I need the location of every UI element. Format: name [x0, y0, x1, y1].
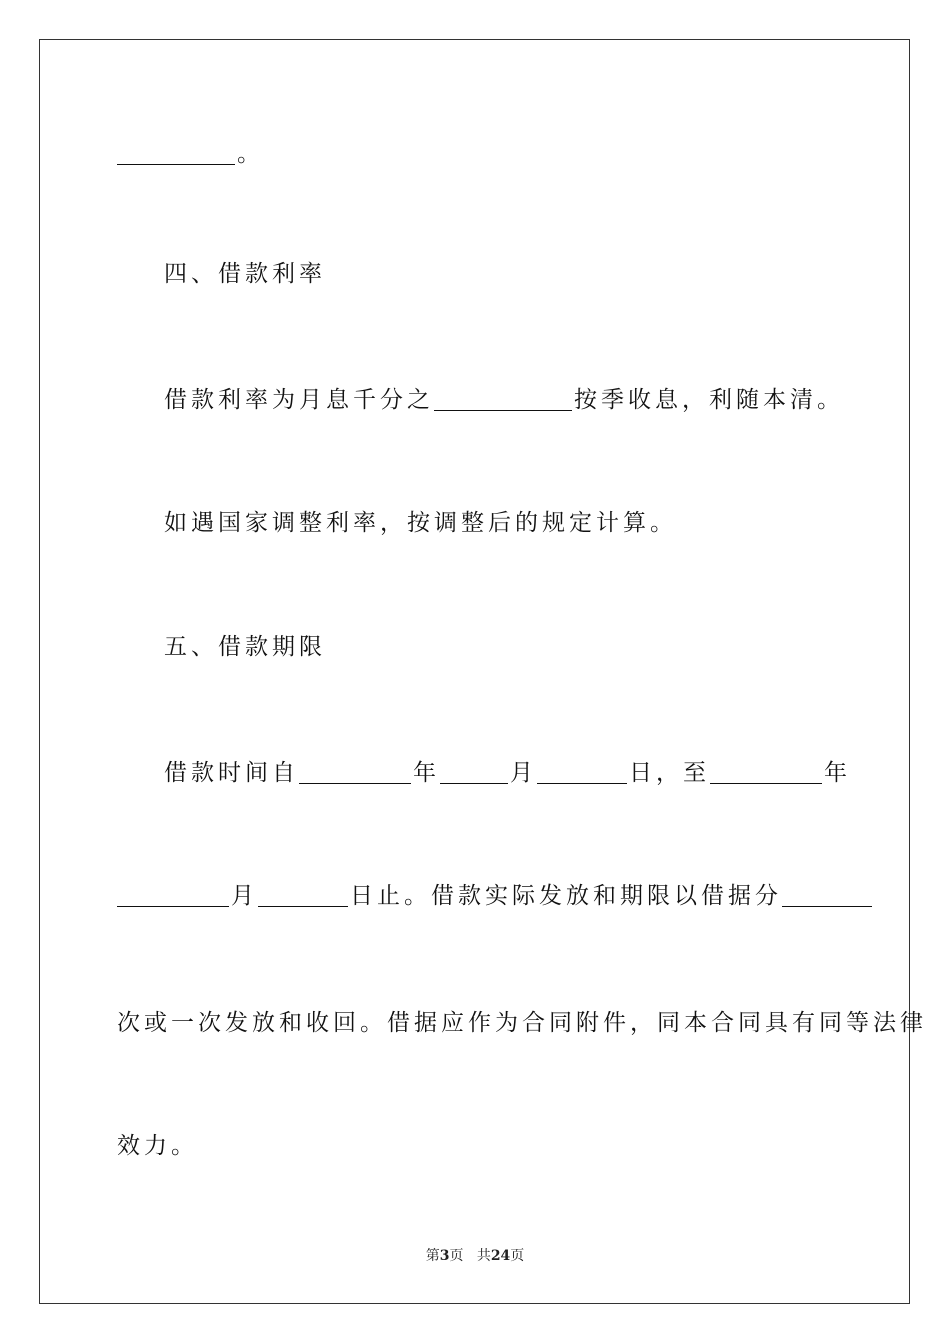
- term2-text-b: 日止。借款实际发放和期限以借据分: [350, 883, 782, 909]
- footer-prefix: 第: [425, 1248, 440, 1264]
- term-line-2: [117, 876, 874, 916]
- footer-total-prefix: 共: [476, 1248, 491, 1264]
- fill-blank-end-year: [710, 782, 822, 784]
- footer-total-pages: 24: [490, 1248, 511, 1264]
- page-frame: [39, 39, 910, 1304]
- rate-text-a: 借款利率为月息千分之: [164, 387, 434, 413]
- line-end-punct: 。: [237, 141, 264, 167]
- term-text-c: 月: [510, 760, 537, 786]
- footer-page-suffix: 页: [449, 1248, 464, 1264]
- fill-blank-rate: [434, 409, 572, 411]
- section-5-title: 五、借款期限: [164, 634, 326, 660]
- page-footer: [0, 1246, 950, 1266]
- footer-total-suffix: 页: [510, 1248, 525, 1264]
- term-line-4: 效力。: [117, 1133, 198, 1159]
- term2-text-a: 月: [231, 883, 258, 909]
- fill-blank-start-day: [537, 782, 627, 784]
- adjust-line: 如遇国家调整利率，按调整后的规定计算。: [164, 510, 677, 536]
- term-text-d: 日，至: [629, 760, 710, 786]
- rate-text-b: 按季收息，利随本清。: [574, 387, 844, 413]
- fill-blank: [117, 163, 235, 165]
- term-text-b: 年: [413, 760, 440, 786]
- fill-blank-count: [782, 905, 872, 907]
- fill-blank-end-month: [117, 905, 229, 907]
- term-line-1: [164, 753, 851, 793]
- fill-blank-start-month: [440, 782, 508, 784]
- section-4-title: 四、借款利率: [164, 261, 326, 287]
- term-line-3: 次或一次发放和收回。借据应作为合同附件，同本合同具有同等法律: [117, 1010, 927, 1036]
- rate-line: [164, 380, 844, 420]
- term-text-e: 年: [824, 760, 851, 786]
- fill-blank-start-year: [299, 782, 411, 784]
- fill-blank-end-day: [258, 905, 348, 907]
- footer-page-number: 3: [439, 1248, 450, 1264]
- term-text-a: 借款时间自: [164, 760, 299, 786]
- text-line-1: [117, 134, 264, 174]
